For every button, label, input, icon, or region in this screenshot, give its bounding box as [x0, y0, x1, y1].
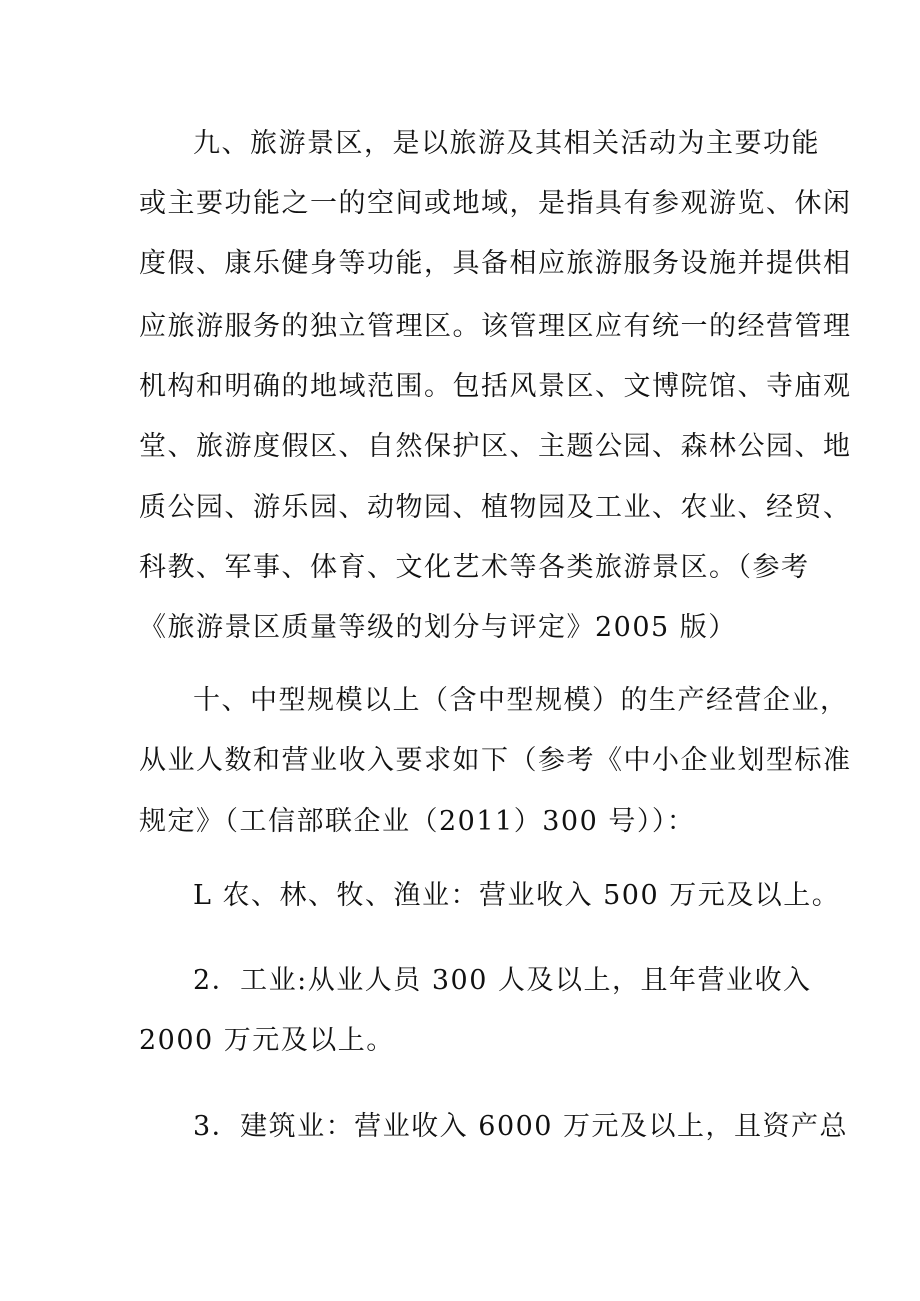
paragraph-9-line-7: 质公园、游乐园、动物园、植物园及工业、农业、经贸、: [139, 492, 852, 523]
paragraph-10-line-3: 规定》（工信部联企业（2011）300 号））：: [139, 806, 696, 837]
paragraph-9-line-2: 或主要功能之一的空间或地域，是指具有参观游览、休闲: [139, 188, 852, 219]
paragraph-9-line-3: 度假、康乐健身等功能，具备相应旅游服务设施并提供相: [139, 248, 852, 279]
paragraph-9-line-5: 机构和明确的地域范围。包括风景区、文博院馆、寺庙观: [139, 371, 852, 402]
paragraph-9-line-8: 科教、军事、体育、文化艺术等各类旅游景区。（参考: [139, 552, 810, 583]
item-2-line-1: 2．工业:从业人员 300 人及以上，且年营业收入: [193, 965, 812, 996]
item-3-line-1: 3．建筑业：营业收入 6000 万元及以上，且资产总: [193, 1111, 849, 1142]
paragraph-9-line-9: 《旅游景区质量等级的划分与评定》2005 版）: [139, 612, 737, 643]
paragraph-10-line-1: 十、中型规模以上（含中型规模）的生产经营企业，: [193, 685, 849, 716]
item-1-line-1: L 农、林、牧、渔业：营业收入 500 万元及以上。: [193, 880, 841, 911]
item-2-line-2: 2000 万元及以上。: [139, 1025, 395, 1056]
paragraph-9-line-6: 堂、旅游度假区、自然保护区、主题公园、森林公园、地: [139, 431, 852, 462]
paragraph-9-line-4: 应旅游服务的独立管理区。该管理区应有统一的经营管理: [139, 311, 852, 342]
paragraph-10-line-2: 从业人数和营业收入要求如下（参考《中小企业划型标准: [139, 745, 852, 776]
paragraph-9-line-1: 九、旅游景区，是以旅游及其相关活动为主要功能: [193, 128, 820, 159]
